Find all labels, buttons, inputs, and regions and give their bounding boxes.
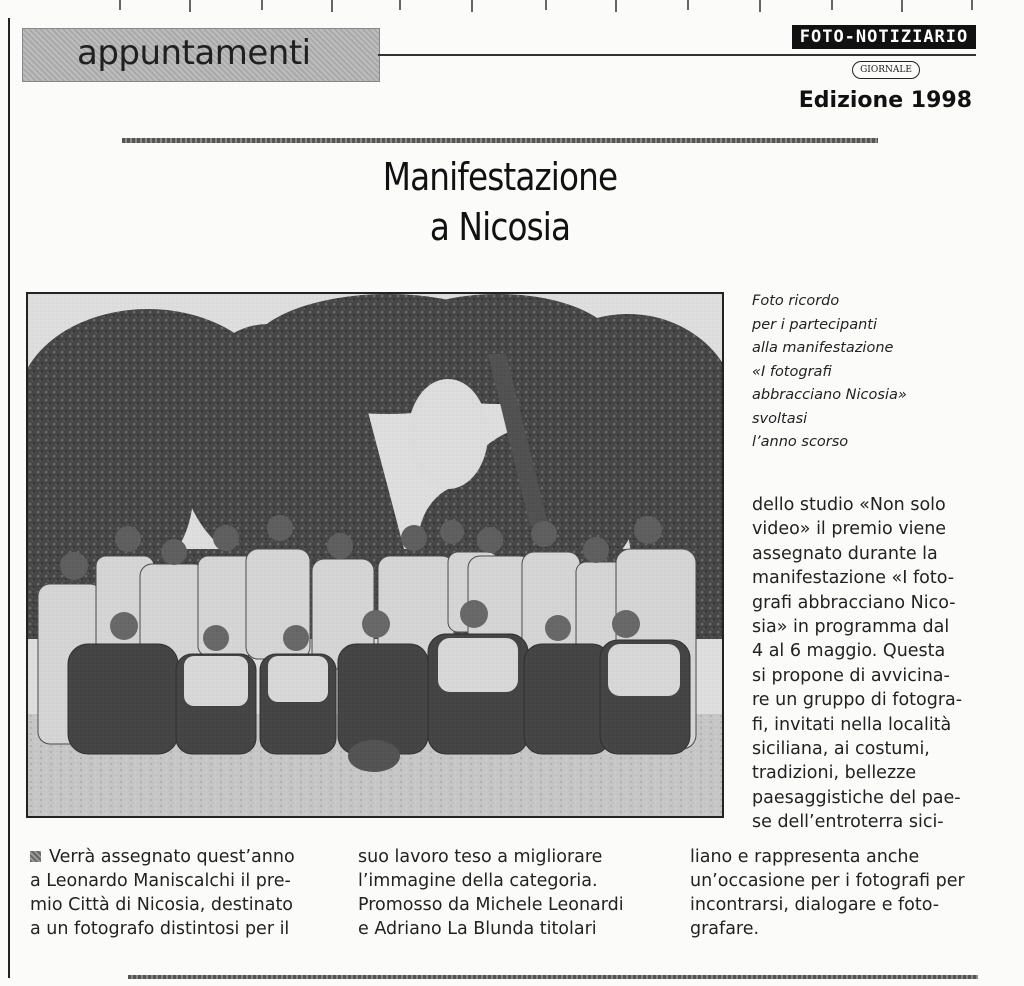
square-bullet-icon (30, 851, 41, 862)
text-line: si propone di avvicina- (752, 665, 950, 686)
header-rule (378, 54, 976, 56)
text-line: grafi abbracciano Nico- (752, 592, 956, 613)
text-line: video» il premio viene (752, 519, 947, 540)
text-line: assegnato durante la (752, 543, 938, 564)
top-crop-marks (0, 0, 1024, 14)
text-line: Promosso da Michele Leonardi (358, 895, 624, 915)
text-line: paesaggistiche del pae- (752, 787, 961, 808)
group-photo-illustration (28, 294, 722, 816)
masthead-logo: FOTO-NOTIZIARIO (792, 25, 976, 49)
text-line: liano e rappresenta anche (690, 847, 920, 867)
headline-line-1: Manifestazione (382, 155, 618, 199)
section-label: appuntamenti (77, 33, 311, 73)
caption-line: svoltasi (752, 410, 808, 427)
edition-label: Edizione 1998 (798, 88, 972, 113)
text-line: e Adriano La Blunda titolari (358, 919, 597, 939)
article-column-3 (690, 845, 990, 941)
text-line: incontrarsi, dialogare e foto- (690, 895, 940, 915)
text-line: tradizioni, bellezze (752, 763, 917, 784)
text-line: siciliana, ai costumi, (752, 739, 930, 760)
article-column-right (752, 493, 992, 835)
text-line: grafare. (690, 919, 760, 939)
text-line: dello studio «Non solo (752, 495, 946, 515)
text-line-content: Verrà assegnato quest’anno (49, 847, 295, 867)
article-column-2 (358, 845, 678, 941)
text-line: a un fotografo distintosi per il (30, 919, 290, 939)
caption-line: alla manifestazione (752, 340, 894, 356)
headline (328, 152, 672, 252)
text-line: se dell’entroterra sici- (752, 812, 944, 833)
caption-line: per i partecipanti (752, 316, 877, 333)
text-line: re un gruppo di fotogra- (752, 690, 963, 711)
text-line: l’immagine della categoria. (358, 871, 598, 891)
top-divider (122, 138, 878, 143)
headline-line-2: a Nicosia (429, 205, 571, 249)
text-line (30, 845, 350, 869)
caption-line: abbracciano Nicosia» (752, 387, 907, 403)
text-line: manifestazione «I foto- (752, 568, 955, 589)
article-column-1 (30, 845, 350, 941)
caption-line: «I fotografi (752, 363, 832, 380)
group-photo (26, 292, 724, 818)
text-line: sia» in programma dal (752, 617, 950, 638)
photo-caption (752, 290, 982, 455)
section-banner (22, 28, 380, 82)
text-line: 4 al 6 maggio. Questa (752, 641, 946, 662)
giornale-badge: GIORNALE (852, 61, 920, 79)
text-line: un’occasione per i fotografi per (690, 871, 965, 891)
text-line: a Leonardo Maniscalchi il pre- (30, 871, 291, 891)
bottom-divider (128, 975, 978, 979)
text-line: suo lavoro teso a migliorare (358, 847, 603, 867)
text-line: fi, invitati nella località (752, 714, 952, 735)
caption-line: l’anno scorso (752, 434, 849, 450)
caption-line: Foto ricordo (752, 293, 840, 309)
text-line: mio Città di Nicosia, destinato (30, 895, 294, 915)
left-crop-border (8, 18, 10, 978)
